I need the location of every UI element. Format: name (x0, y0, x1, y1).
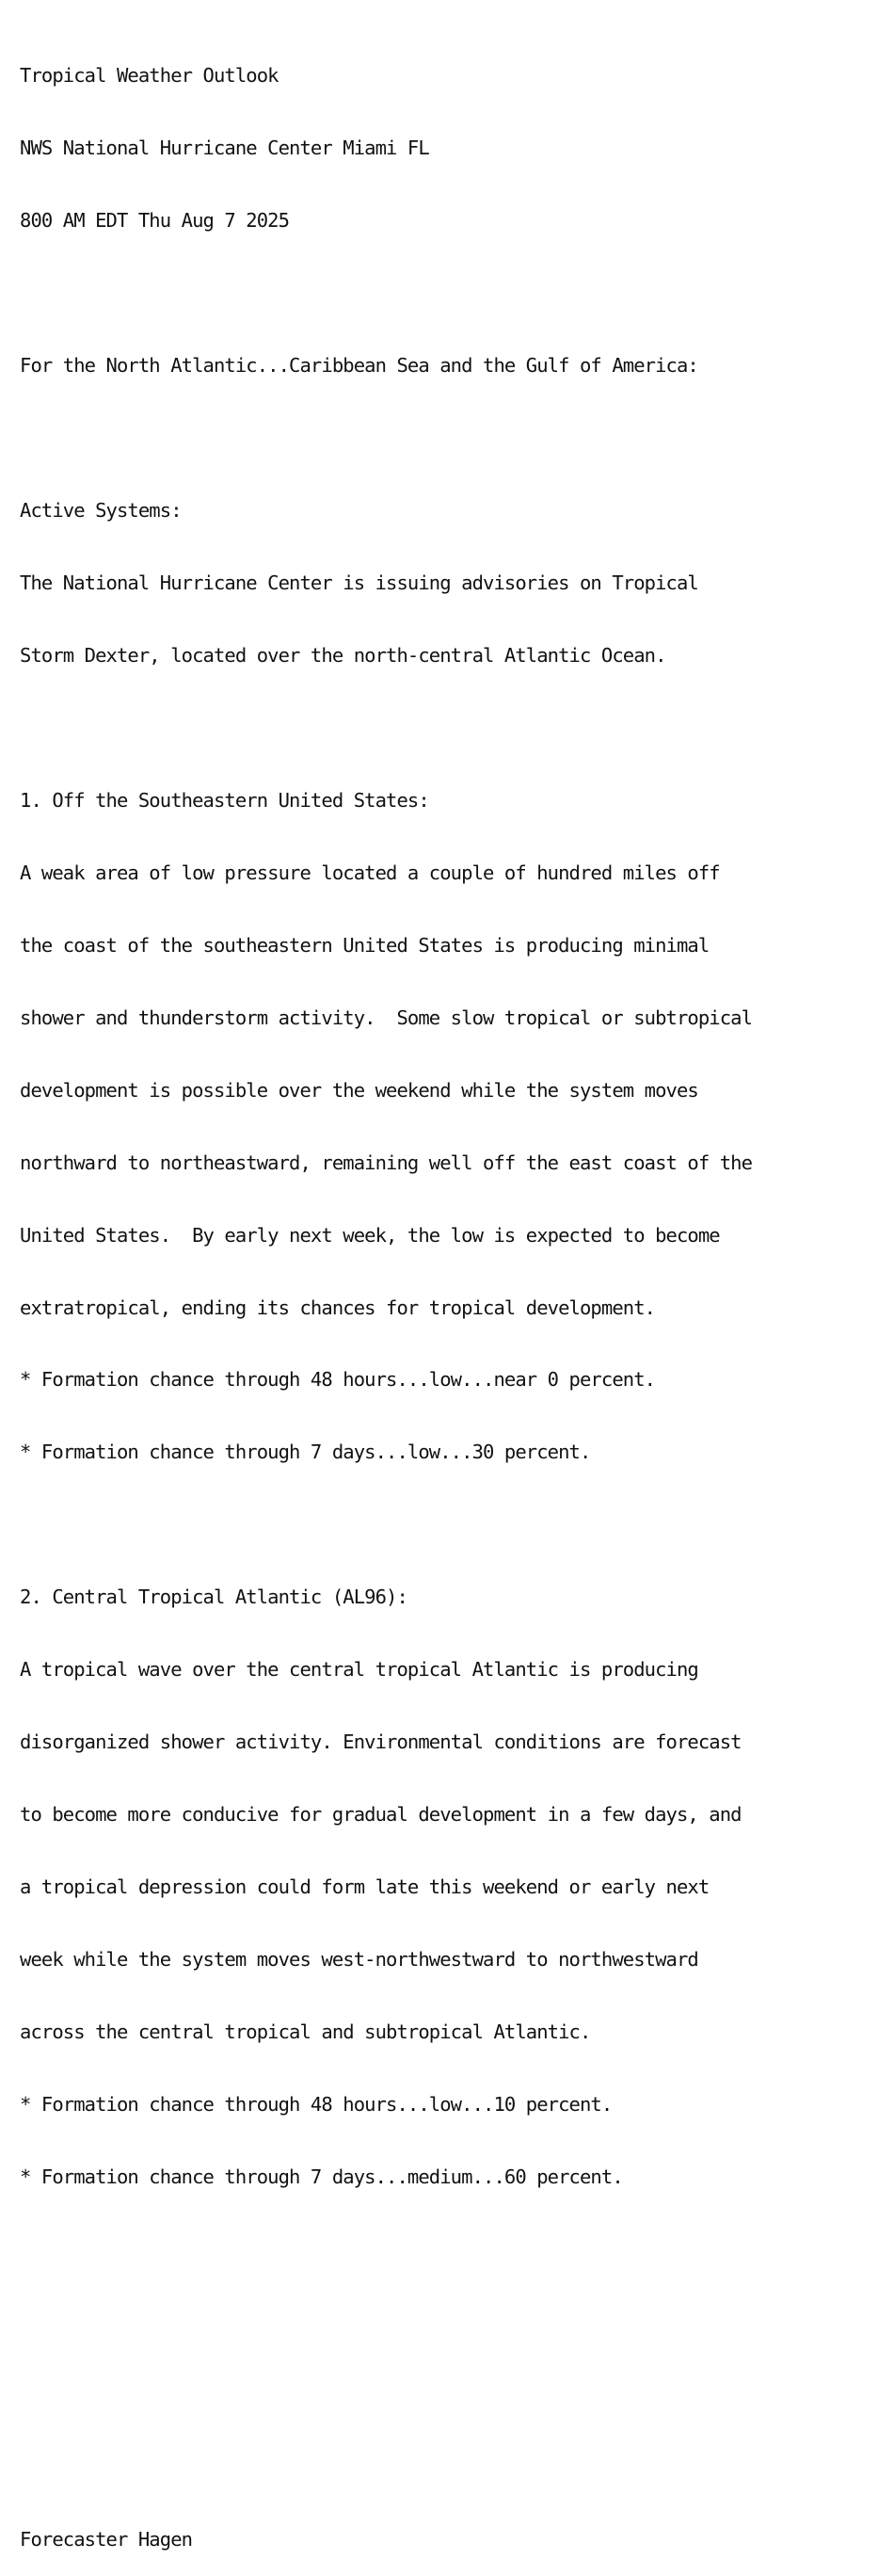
outlook-2-chance-7d: * Formation chance through 7 days...medium...60 percent. (20, 2165, 623, 2188)
issuing-office: NWS National Hurricane Center Miami FL (20, 137, 429, 160)
spacer (20, 2310, 752, 2335)
spacer (20, 1513, 752, 1538)
outlook-2-line: to become more conducive for gradual development in a few days, and (20, 1803, 742, 1827)
outlook-1-line: the coast of the southeastern United States is producing minimal (20, 933, 710, 957)
outlook-1-line: development is possible over the weekend while the system moves (20, 1078, 698, 1102)
outlook-2-heading: 2. Central Tropical Atlantic (AL96): (20, 1586, 407, 1609)
outlook-2-chance-48h: * Formation chance through 48 hours...low...10 percent. (20, 2093, 613, 2116)
spacer (20, 2455, 752, 2480)
spacer (20, 2238, 752, 2262)
outlook-1-line: shower and thunderstorm activity. Some slow tropical or subtropical (20, 1006, 753, 1029)
outlook-2-line: across the central tropical and subtropical Atlantic. (20, 2021, 591, 2044)
issue-time: 800 AM EDT Thu Aug 7 2025 (20, 209, 290, 233)
active-systems-heading: Active Systems: (20, 499, 182, 523)
outlook-document (20, 16, 752, 2576)
outlook-2-line: A tropical wave over the central tropical Atlantic is producing (20, 1658, 698, 1682)
spacer (20, 716, 752, 741)
outlook-1-line: extratropical, ending its chances for tropical development. (20, 1296, 656, 1319)
spacer (20, 2383, 752, 2407)
forecaster-signature: Forecaster Hagen (20, 2527, 193, 2551)
active-systems-line: Storm Dexter, located over the north-central Atlantic Ocean. (20, 643, 666, 667)
region-line: For the North Atlantic...Caribbean Sea and the Gulf of America: (20, 354, 698, 378)
active-systems-line: The National Hurricane Center is issuing advisories on Tropical (20, 571, 698, 594)
outlook-1-chance-48h: * Formation chance through 48 hours...low...near 0 percent. (20, 1368, 656, 1392)
outlook-1-line: northward to northeastward, remaining well off the east coast of the (20, 1151, 753, 1174)
outlook-2-line: week while the system moves west-northwestward to northwestward (20, 1948, 698, 1972)
outlook-1-line: United States. By early next week, the low is expected to become (20, 1223, 720, 1247)
spacer (20, 282, 752, 306)
document-title: Tropical Weather Outlook (20, 64, 279, 88)
outlook-1-line: A weak area of low pressure located a couple of hundred miles off (20, 861, 720, 884)
outlook-2-line: a tropical depression could form late this weekend or early next (20, 1876, 710, 1899)
outlook-1-heading: 1. Off the Southeastern United States: (20, 788, 429, 812)
spacer (20, 427, 752, 451)
outlook-2-line: disorganized shower activity. Environmental conditions are forecast (20, 1731, 742, 1754)
outlook-1-chance-7d: * Formation chance through 7 days...low...30 percent. (20, 1441, 591, 1464)
